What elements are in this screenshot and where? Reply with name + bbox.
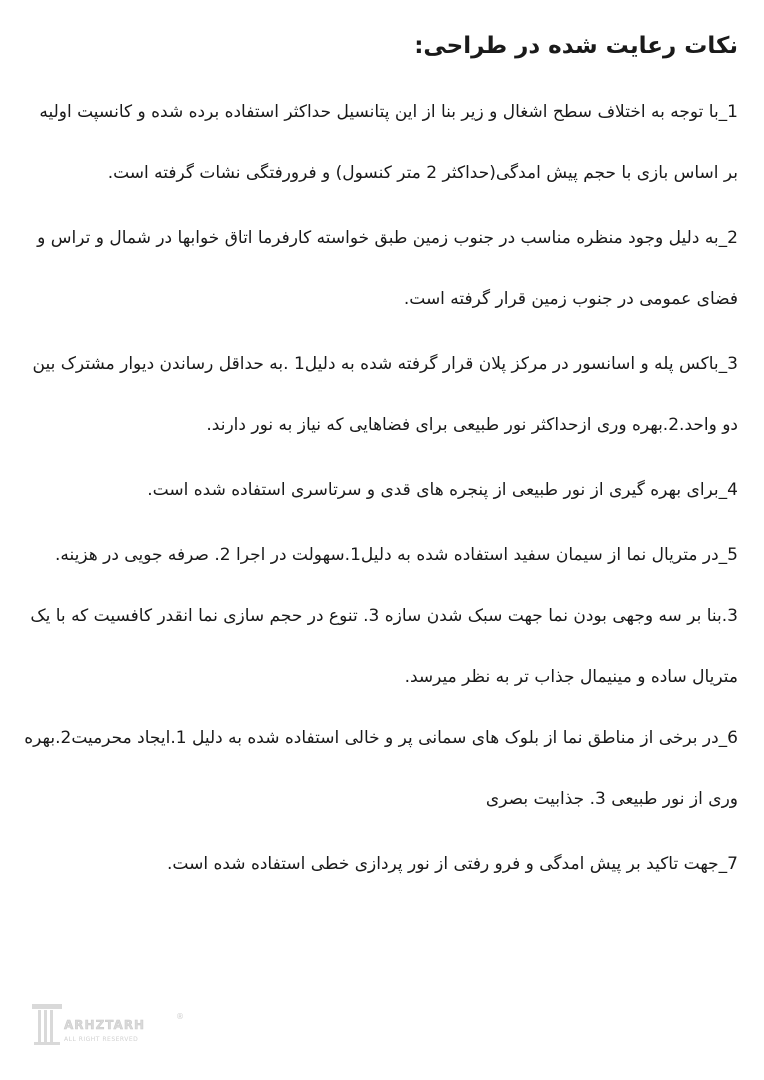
watermark-logo — [30, 1000, 190, 1052]
design-note-5: 5_در متریال نما از سیمان سفید استفاده شده به دلیل1.سهولت در اجرا 2. صرفه جویی در هزینه. 3.بنا بر سه وجهی بودن نما جهت سبک شدن سازه 3. تنوع در حجم سازی نما انقدر کافسیت که با یک متریال ساده و مینیمال جذاب تر به نظر میرسد. — [30, 545, 738, 687]
design-note-2: 2_به دلیل وجود منظره مناسب در جنوب زمین طبق خواسته کارفرما اتاق خوابها در شمال و تراس و فضای عمومی در جنوب زمین قرار گرفته است. — [37, 228, 738, 309]
registered-mark: ® — [176, 1012, 184, 1021]
watermark-brand: ARHZTARH — [64, 1018, 146, 1032]
design-notes-list — [20, 82, 738, 895]
page-title: نکات رعایت شده در طراحی: — [414, 33, 738, 59]
design-note-6: 6_در برخی از مناطق نما از بلوک های سمانی پر و خالی استفاده شده به دلیل 1.ایجاد محرمیت2.بهره وری از نور طبیعی 3. جذابیت بصری — [24, 728, 738, 809]
design-note-7: 7_جهت تاکید بر پیش امدگی و فرو رفتی از نور پردازی خطی استفاده شده است. — [167, 854, 738, 874]
design-note-3: 3_باکس پله و اسانسور در مرکز پلان قرار گرفته شده به دلیل1 .به حداقل رساندن دیوار مشترک بین دو واحد.2.بهره وری ازحداکثر نور طبیعی برای فضاهایی که نیاز به نور دارند. — [32, 354, 738, 435]
design-note-1: 1_با توجه به اختلاف سطح اشغال و زیر بنا از این پتانسیل حداکثر استفاده برده شده و کانسپت اولیه بر اساس بازی با حجم پیش امدگی(حداکثر 2 متر کنسول) و فرورفتگی نشات گرفته است. — [39, 102, 738, 183]
design-note-4: 4_برای بهره گیری از نور طبیعی از پنجره های قدی و سرتاسری استفاده شده است. — [147, 480, 738, 500]
column-logo-icon — [30, 1000, 64, 1046]
watermark-tagline: ALL RIGHT RESERVED — [64, 1036, 139, 1043]
